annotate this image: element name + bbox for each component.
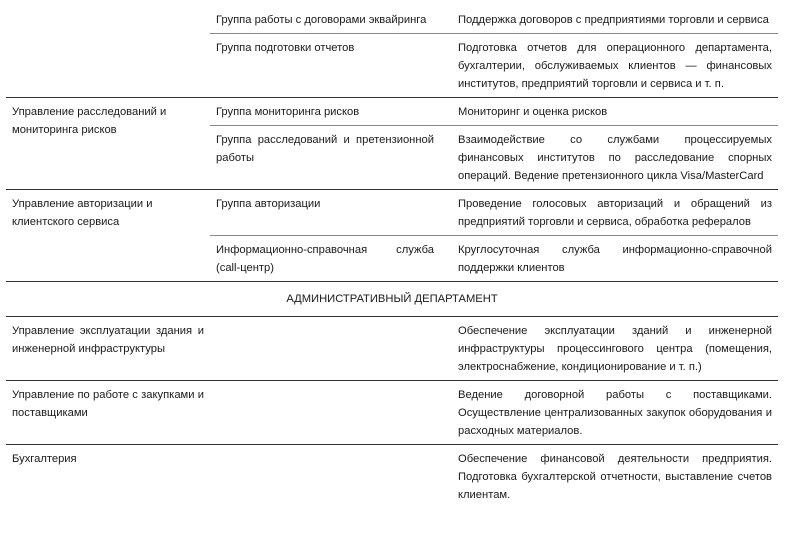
- group-cell: Группа расследований и претензионной работы: [216, 134, 434, 164]
- table-row: [6, 6, 778, 98]
- task-cell: Взаимодействие со службами процессируемых финансовых институтов по расследование спорных операций. Ведение претензионного цикла Visa/MasterCard: [458, 134, 772, 182]
- table-row: [6, 445, 778, 508]
- task-cell: Обеспечение эксплуатации зданий и инженерной инфраструктуры процессингового центра (помещения, электроснабжение, кондиционирование и т. п.): [458, 325, 772, 373]
- unit-cell: [6, 6, 210, 97]
- group-list: [210, 98, 778, 189]
- subrow: [210, 235, 778, 281]
- task-cell: Ведение договорной работы с поставщиками. Осуществление централизованных закупок оборудования и расходных материалов.: [458, 389, 772, 437]
- unit-cell: Управление эксплуатации здания и инженерной инфраструктуры: [12, 325, 204, 355]
- table-row: [6, 317, 778, 381]
- department-header-row: [6, 282, 778, 317]
- group-cell: Информационно-справочная служба (call-центр): [216, 244, 434, 274]
- subrow: [210, 6, 778, 33]
- unit-cell: Управление авторизации и клиентского сервиса: [12, 198, 153, 228]
- org-structure-table: [6, 6, 778, 508]
- group-cell: [210, 445, 440, 508]
- table-row: [6, 381, 778, 445]
- group-cell: [210, 381, 440, 444]
- group-cell: Группа работы с договорами эквайринга: [216, 14, 427, 26]
- subrow: [210, 190, 778, 235]
- group-cell: Группа авторизации: [216, 198, 321, 210]
- group-cell: [210, 317, 440, 380]
- group-list: [210, 190, 778, 281]
- group-list: [210, 6, 778, 97]
- task-cell: Проведение голосовых авторизаций и обращений из предприятий торговли и сервиса, обработка рефералов: [458, 198, 772, 228]
- group-cell: Группа мониторинга рисков: [216, 106, 360, 118]
- task-cell: Подготовка отчетов для операционного департамента, бухгалтерии, обслуживаемых клиентов — финансовых институтов, предприятий торговли и сервиса и т. п.: [458, 42, 772, 90]
- department-header: АДМИНИСТРАТИВНЫЙ ДЕПАРТАМЕНТ: [286, 293, 498, 305]
- subrow: [210, 33, 778, 97]
- table-row: [6, 190, 778, 282]
- task-cell: Обеспечение финансовой деятельности предприятия. Подготовка бухгалтерской отчетности, выставление счетов клиентам.: [458, 453, 772, 501]
- subrow: [210, 125, 778, 189]
- table-row: [6, 98, 778, 190]
- unit-cell: Управление по работе с закупками и поставщиками: [12, 389, 204, 419]
- task-cell: Мониторинг и оценка рисков: [458, 106, 608, 118]
- group-cell: Группа подготовки отчетов: [216, 42, 355, 54]
- unit-cell: Бухгалтерия: [12, 453, 77, 465]
- unit-cell: Управление расследований и мониторинга рисков: [12, 106, 167, 136]
- task-cell: Круглосуточная служба информационно-справочной поддержки клиентов: [458, 244, 772, 274]
- subrow: [210, 98, 778, 125]
- task-cell: Поддержка договоров с предприятиями торговли и сервиса: [458, 14, 769, 26]
